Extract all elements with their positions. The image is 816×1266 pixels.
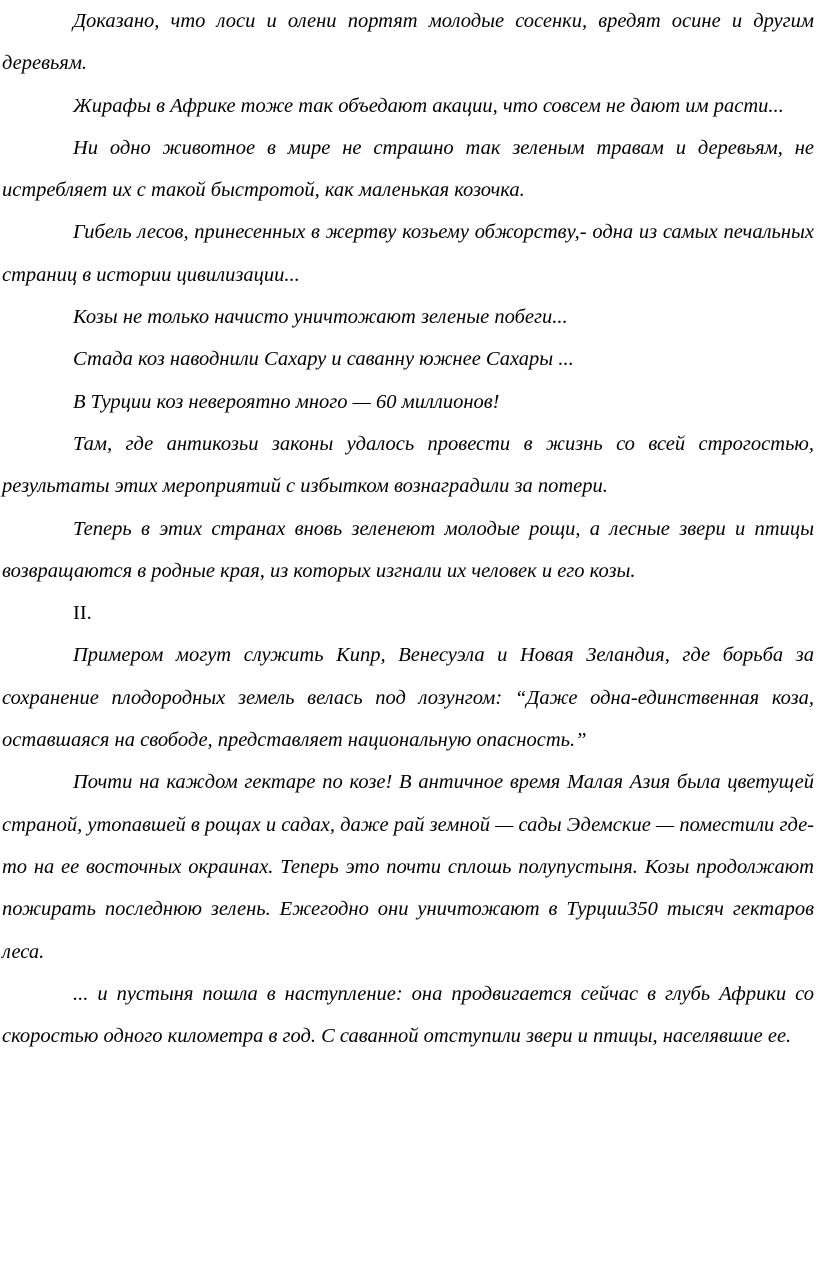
paragraph-desert-advance: ... и пустыня пошла в наступление: она продвигается сейчас в глубь Африки со скоростью одного километра в год. С саванной отступили звери и птицы, населявшие ее. bbox=[2, 982, 814, 1048]
paragraph-forest-loss: Гибель лесов, принесенных в жертву козьему обжорству,- одна из самых печальных страниц в истории цивилизации... bbox=[2, 221, 814, 286]
paragraph-forests-return: Теперь в этих странах вновь зеленеют молодые рощи, а лесные звери и птицы возвращаются в родные края, из которых изгнали их человек и его козы. bbox=[2, 517, 814, 582]
section-heading: II. bbox=[73, 602, 92, 625]
paragraph-examples: Примером могут служить Кипр, Венесуэла и Новая Зеландия, где борьба за сохранение плодородных земель велась под лозунгом: “Даже одна-единственная коза, оставшаяся на свободе, представляет национальную опасность.” bbox=[2, 644, 814, 752]
paragraph-goat-destroys: Ни одно животное в мире не страшно так зеленым травам и деревьям, не истребляет их с такой быстротой, как маленькая козочка. bbox=[2, 136, 814, 202]
paragraph-moose-deer: Доказано, что лоси и олени портят молодые сосенки, вредят осине и другим деревьям. bbox=[2, 10, 814, 75]
paragraph-giraffes: Жирафы в Африке тоже так объедают акации, что совсем не дают им расти... bbox=[73, 94, 784, 117]
paragraph-turkey-count: В Турции коз невероятно много — 60 миллионов! bbox=[73, 390, 500, 413]
paragraph-anti-goat-laws: Там, где антикозьи законы удалось провести в жизнь со всей строгостью, результаты этих мероприятий с избытком вознаградили за потери. bbox=[2, 432, 814, 498]
paragraph-sahara: Стада коз наводнили Сахару и саванну южнее Сахары ... bbox=[73, 348, 574, 371]
paragraph-asia-minor: Почти на каждом гектаре по козе! В античное время Малая Азия была цветущей страной, утопавшей в рощах и садах, даже рай земной — сады Эдемские — поместили где-то на ее восточных окраинах. Теперь это почти сплошь полупустыня. Козы продолжают пожирать последнюю зелень. Ежегодно они уничтожают в Турции350 тысяч гектаров леса. bbox=[2, 771, 814, 963]
paragraph-green-shoots: Козы не только начисто уничтожают зеленые побеги... bbox=[73, 306, 568, 329]
document-page bbox=[2, 0, 814, 1057]
